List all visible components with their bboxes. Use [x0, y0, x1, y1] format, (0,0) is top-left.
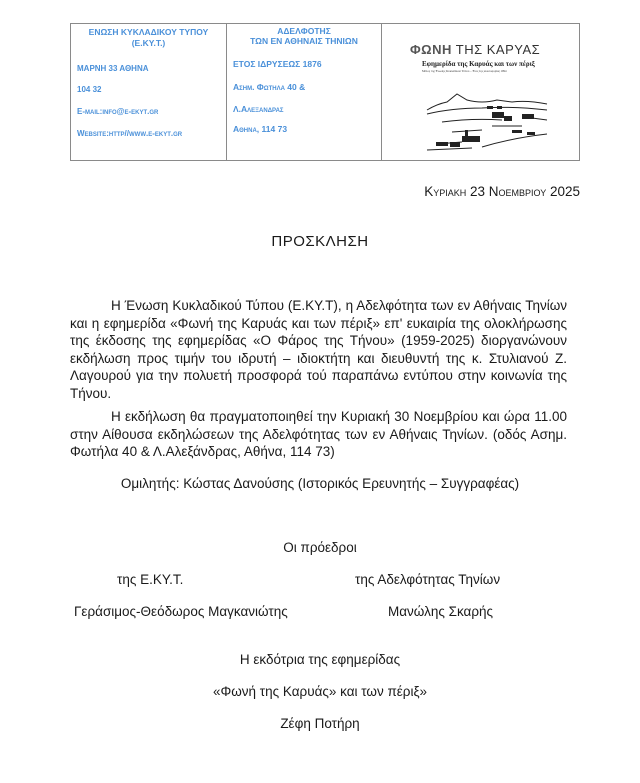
publisher-role: Η εκδότρια της εφημερίδας	[239, 652, 401, 667]
adelfotis-title	[227, 26, 381, 46]
document-heading: ΠΡΟΣΚΛΗΣΗ	[271, 233, 369, 250]
document-date	[424, 184, 580, 199]
logo-rest: ΤΗΣ ΚΑΡΥΑΣ	[451, 42, 541, 57]
newspaper-subtitle: Εφημερίδα της Καρυάς και των πέριξ	[422, 60, 535, 68]
village-sketch-image	[422, 82, 552, 157]
adelfotis-address2: Λ.Αλεξανδρας	[233, 104, 284, 114]
newspaper-logo-title	[410, 42, 540, 57]
letterhead-ekyt	[71, 24, 227, 160]
newspaper-tagline: Μέλος της Ένωσης Κυκλαδικού Τύπου – Έτος 1ης κυκλοφορίας 1994	[422, 69, 507, 73]
publisher-name: Ζέφη Ποτήρη	[280, 716, 360, 731]
ekyt-title-line1: ΕΝΩΣΗ ΚΥΚΛΑΔΙΚΟΥ ΤΥΠΟΥ	[88, 27, 209, 37]
adelfotis-title-line1: ΑΔΕΛΦΟΤΗΣ	[277, 26, 331, 36]
left-org: της Ε.ΚΥ.Τ.	[117, 572, 184, 587]
ekyt-address: ΜΑΡΝΗ 33 ΑΘΗΝΑ	[77, 64, 149, 73]
adelfotis-founded: ΕΤΟΣ ΙΔΡΥΣΕΩΣ 1876	[233, 59, 322, 69]
publisher-paper: «Φωνή της Καρυάς» και των πέριξ»	[212, 684, 428, 699]
adelfotis-title-line2: ΤΩΝ ΕΝ ΑΘΗΝΑΙΣ ΤΗΝΙΩΝ	[250, 36, 358, 46]
invitation-paragraph-2: Η εκδήλωση θα πραγματοποιηθεί την Κυριακή 30 Νοεμβρίου και ώρα 11.00 στην Αίθουσα εκδηλώσεων της Αδελφότητας των εν Αθήναις Τηνίων. (οδός Ασημ. Φωτήλα 40 & Λ.Αλεξάνδρας, Αθήνα, 114 73)	[70, 409, 567, 459]
ekyt-title	[71, 27, 226, 49]
ekyt-postcode: 104 32	[77, 85, 102, 94]
logo-bold: ΦΩΝΗ	[410, 42, 452, 57]
left-president-name: Γεράσιμος-Θεόδωρος Μαγκανιώτης	[74, 604, 288, 619]
date-text: Κυριακη 23 Νοεμβριου 2025	[424, 184, 580, 199]
ekyt-website: Website:http//www.e-ekyt.gr	[77, 129, 183, 138]
letterhead-newspaper-logo	[382, 24, 579, 160]
right-org: της Αδελφότητας Τηνίων	[355, 572, 501, 587]
adelfotis-address1: Ασημ. Φωτηλα 40 &	[233, 82, 306, 92]
adelfotis-city: Αθηνα, 114 73	[233, 124, 288, 134]
speaker-line: Ομιλητής: Κώστας Δανούσης (Ιστορικός Ερευνητής – Συγγραφέας)	[120, 476, 520, 491]
presidents-heading: Οι πρόεδροι	[283, 540, 357, 555]
ekyt-email: E-mail:info@e-ekyt.gr	[77, 107, 159, 116]
letterhead-table	[70, 23, 580, 161]
invitation-paragraph-1: Η Ένωση Κυκλαδικού Τύπου (Ε.ΚΥ.Τ), η Αδελφότητα των εν Αθήναις Τηνίων και η εφημερίδα «Φωνή της Καρυάς και των πέριξ» επ' ευκαιρία της ολοκλήρωσης της έκδοσης της εφημερίδας «Ο Φάρος της Τήνου» (1959-2025) διοργανώνουν εκδήλωση προς τιμήν του ιδρυτή – ιδιοκτήτη και διευθυντή της κ. Στυλιανού Ζ. Λαγουρού για την πολυετή προσφορά τού παραπάνω εντύπου στην κοινωνία της Τήνου.	[70, 298, 567, 401]
ekyt-title-line2: (Ε.ΚΥ.Τ.)	[131, 38, 166, 48]
right-president-name: Μανώλης Σκαρής	[388, 604, 494, 619]
letterhead-adelfotis	[227, 24, 382, 160]
